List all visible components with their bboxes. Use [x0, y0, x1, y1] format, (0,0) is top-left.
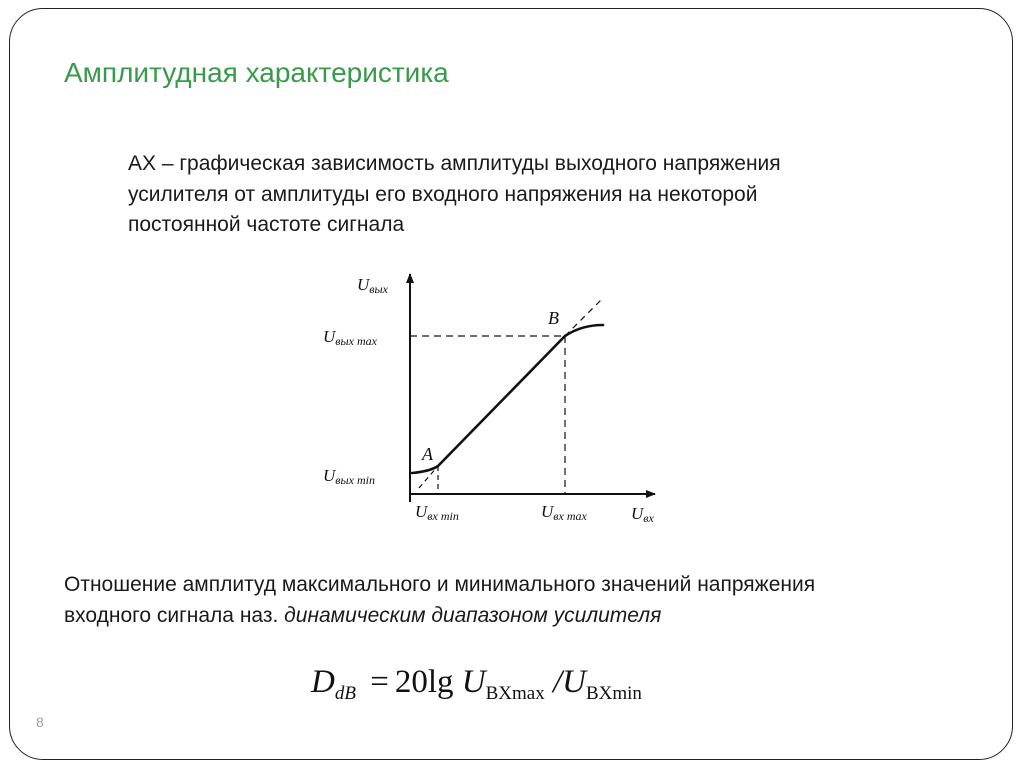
- page-number: 8: [36, 714, 44, 730]
- point-b-label: B: [548, 308, 559, 328]
- dynamic-range-line: Отношение амплитуд максимального и минимального значений напряжения: [64, 573, 816, 596]
- dynamic-range-term: динамическим диапазоном усилителя: [284, 604, 662, 627]
- y-axis-label: Uвых: [357, 275, 388, 296]
- x-min-label: Uвх min: [415, 502, 459, 523]
- definition-line: АХ – графическая зависимость амплитуды выходного напряжения: [128, 152, 781, 175]
- dynamic-range-plain: входного сигнала наз.: [64, 604, 285, 627]
- formula-u1-sub: BXmax: [485, 683, 545, 704]
- formula-u2: U: [562, 664, 586, 700]
- y-max-label: Uвых max: [323, 327, 377, 348]
- formula-d-sub: dB: [334, 683, 356, 704]
- dynamic-range-line: [64, 600, 994, 631]
- formula-coefficient: 20: [394, 664, 428, 700]
- slide-title: Амплитудная характеристика: [64, 57, 449, 88]
- formula-u1: U: [461, 664, 486, 700]
- formula-slash: /: [552, 664, 563, 700]
- y-min-label: Uвых min: [323, 466, 375, 487]
- definition-line: усилителя от амплитуды его входного напряжения на некоторой: [128, 182, 758, 206]
- formula-d: D: [311, 664, 335, 700]
- dynamic-range-formula: [311, 664, 642, 704]
- formula-u2-sub: BXmin: [585, 683, 642, 704]
- dynamic-range-text: [64, 569, 994, 631]
- characteristic-curve: [412, 325, 603, 473]
- formula-log: lg: [427, 664, 454, 700]
- definition-text: [128, 149, 948, 241]
- formula-equals: =: [370, 664, 389, 700]
- point-a-label: A: [422, 444, 433, 464]
- ideal-line-upper: [565, 298, 603, 336]
- x-axis-label: Uвх: [631, 504, 654, 525]
- amplitude-characteristic-graph: [315, 262, 675, 534]
- x-max-label: Uвх max: [541, 502, 587, 523]
- definition-line: постоянной частоте сигнала: [128, 213, 405, 236]
